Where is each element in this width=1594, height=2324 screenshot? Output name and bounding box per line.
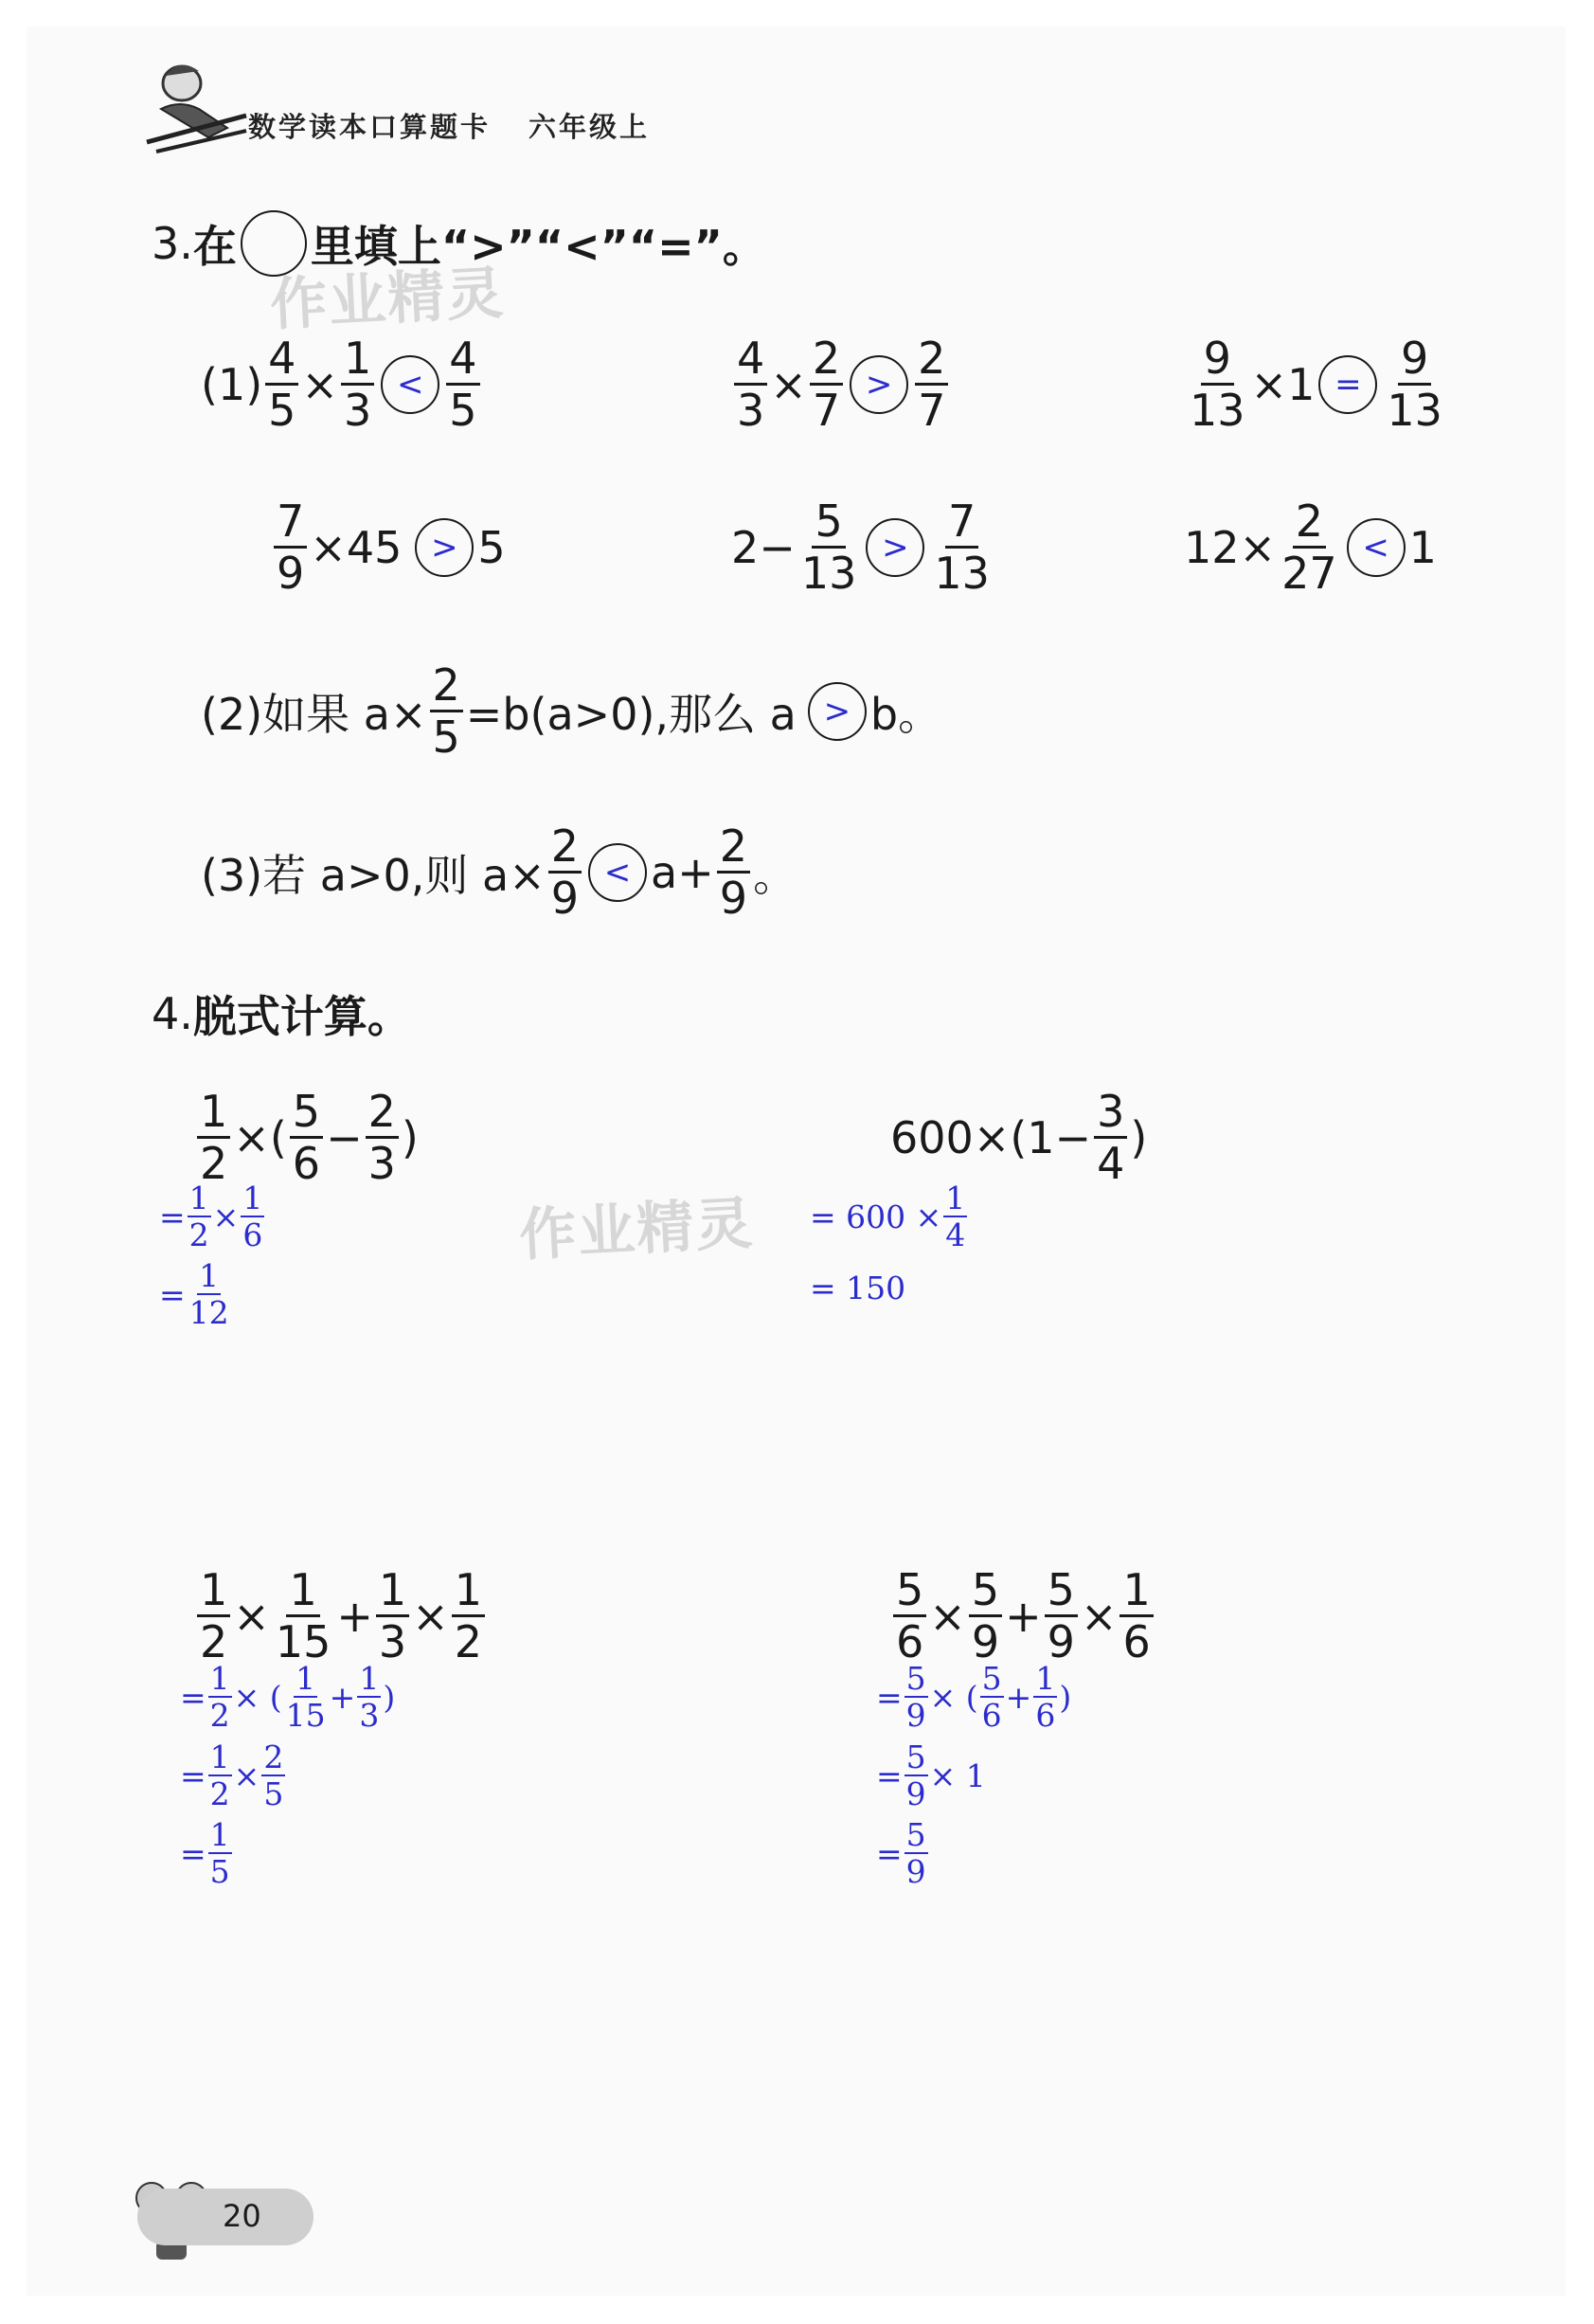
numerator: 4: [446, 336, 479, 386]
expression-text: ×: [929, 1590, 966, 1642]
denominator: 15: [285, 1697, 326, 1734]
numerator: 5: [905, 1660, 926, 1697]
fraction: [969, 1564, 1002, 1667]
operator: ×: [770, 358, 807, 410]
denominator: 9: [905, 1697, 926, 1734]
denominator: 3: [367, 1138, 396, 1189]
numerator: 5: [893, 1568, 926, 1617]
q4-expr4-step1: [876, 1660, 1072, 1734]
mascot-skier-icon: [142, 57, 251, 161]
page-number: 20: [223, 2198, 261, 2234]
expression-text: ×: [1080, 1590, 1118, 1642]
q4-expr2: [890, 1086, 1148, 1189]
expression-text: +: [1005, 1590, 1042, 1642]
denominator: 9: [277, 548, 305, 599]
numerator: 1: [197, 1568, 230, 1617]
q4-expr2-step1: [810, 1182, 969, 1251]
expression-text: ): [383, 1678, 396, 1716]
fraction: [1094, 1086, 1127, 1189]
fraction: [430, 659, 463, 763]
q4-expr4-step3: [876, 1816, 930, 1890]
numerator: 2: [810, 336, 843, 386]
fraction: [261, 1738, 285, 1812]
fraction: [904, 1660, 928, 1734]
q3-r1-item3: [1184, 333, 1448, 436]
fraction: [915, 333, 948, 436]
fraction: [188, 1257, 231, 1331]
expression-text: a+: [651, 846, 714, 898]
expression-text: +: [329, 1678, 356, 1716]
q3-title-part2: 里填上“>”“<”“=”。: [310, 221, 766, 272]
fraction: [197, 1564, 230, 1667]
fraction: [1384, 333, 1445, 436]
fraction: [1279, 495, 1340, 599]
numerator: 7: [945, 499, 978, 549]
denominator: 3: [359, 1697, 380, 1734]
fraction: [717, 820, 750, 924]
denominator: 9: [550, 873, 580, 924]
fraction: [290, 1086, 323, 1189]
numerator: 1: [296, 1660, 316, 1697]
fraction: [980, 1660, 1004, 1734]
denominator: 6: [1035, 1697, 1056, 1734]
q4-expr3-step1: [180, 1660, 396, 1734]
answer-circle: >: [415, 518, 474, 577]
fraction: [931, 495, 993, 599]
fraction: [1045, 1564, 1078, 1667]
expression-text: (3)若 a>0,则 a×: [201, 849, 546, 901]
numerator: 1: [197, 1090, 230, 1139]
numerator: 1: [945, 1180, 966, 1216]
answer-circle: >: [850, 355, 908, 414]
expression-text: =: [876, 1678, 903, 1716]
expression-text: =: [876, 1757, 903, 1794]
expression-text: (2)如果 a×: [201, 688, 427, 740]
fraction: [943, 1182, 967, 1251]
numerator: 4: [265, 336, 298, 386]
expression-text: × 1: [929, 1757, 986, 1794]
q4-expr1-step2: [159, 1257, 233, 1331]
numerator: 9: [1201, 336, 1234, 386]
fraction: [1187, 333, 1248, 436]
fraction: [274, 495, 307, 599]
expression-text: =: [180, 1757, 206, 1794]
fraction: [734, 333, 767, 436]
expression-text: −: [326, 1111, 363, 1163]
q4-title: [152, 982, 411, 1045]
numerator: 2: [915, 336, 948, 386]
q4-expr4-step2: [876, 1738, 986, 1812]
denominator: 2: [209, 1775, 230, 1812]
numerator: 5: [981, 1660, 1002, 1697]
expression-text: 。: [753, 849, 797, 901]
denominator: 2: [200, 1138, 228, 1189]
denominator: 6: [242, 1216, 263, 1253]
denominator: 6: [896, 1616, 924, 1667]
fraction: [893, 1564, 926, 1667]
expression-text: × (: [929, 1678, 978, 1716]
q3-title-part1: 在: [192, 221, 237, 272]
numerator: 5: [290, 1090, 323, 1139]
expression-text: ): [401, 1111, 419, 1163]
expression-text: ×(: [233, 1111, 287, 1163]
denominator: 3: [737, 385, 765, 436]
expression-text: +: [1005, 1678, 1032, 1716]
denominator: 2: [209, 1697, 230, 1734]
expression-text: =: [180, 1678, 206, 1716]
fraction: [798, 495, 860, 599]
fraction: [284, 1660, 328, 1734]
numerator: 5: [905, 1738, 926, 1775]
q4-expr2-step2: = 150: [810, 1270, 906, 1306]
expression-text: b。: [869, 688, 942, 740]
numerator: 5: [812, 499, 845, 549]
fraction: [548, 820, 582, 924]
answer-circle: >: [866, 518, 924, 577]
denominator: 5: [263, 1775, 284, 1812]
expression-text: =b(a>0),那么 a: [465, 688, 797, 740]
numerator: 2: [430, 663, 463, 712]
fraction: [208, 1738, 232, 1812]
numerator: 2: [366, 1090, 399, 1139]
fraction: [810, 333, 843, 436]
denominator: 5: [449, 385, 477, 436]
numerator: 1: [452, 1568, 485, 1617]
fraction: [904, 1738, 928, 1812]
denominator: 9: [905, 1775, 926, 1812]
expression-text: 12×: [1184, 521, 1277, 573]
q3-part3: [201, 820, 797, 924]
numerator: 5: [969, 1568, 1002, 1617]
denominator: 9: [1047, 1616, 1075, 1667]
fraction: [341, 333, 374, 436]
fraction: [1033, 1660, 1057, 1734]
fraction: [208, 1660, 232, 1734]
denominator: 2: [188, 1216, 209, 1253]
answer-circle: <: [588, 843, 647, 902]
denominator: 6: [292, 1138, 321, 1189]
expression-text: =: [159, 1198, 186, 1235]
number: 1: [1287, 358, 1316, 410]
numerator: 5: [905, 1816, 926, 1853]
numerator: 1: [341, 336, 374, 386]
q4-expr4: [890, 1564, 1156, 1667]
numerator: 1: [376, 1568, 409, 1617]
denominator: 5: [209, 1853, 230, 1890]
numerator: 5: [1045, 1568, 1078, 1617]
denominator: 12: [188, 1294, 229, 1331]
numerator: 1: [199, 1257, 220, 1294]
q3-r2-item1: [271, 495, 506, 599]
expression-text: ×: [412, 1590, 449, 1642]
denominator: 15: [275, 1616, 331, 1667]
numerator: 1: [209, 1660, 230, 1697]
denominator: 7: [918, 385, 946, 436]
answer-circle: >: [808, 682, 867, 741]
denominator: 6: [1122, 1616, 1151, 1667]
expression-text: × (: [233, 1678, 282, 1716]
q4-expr3-step3: [180, 1816, 234, 1890]
answer-circle: =: [1318, 355, 1377, 414]
q4-expr1: [194, 1086, 419, 1189]
q3-r2-item3: [1184, 495, 1437, 599]
fraction: [1119, 1564, 1153, 1667]
expression-text: ×45: [310, 521, 403, 573]
number: 5: [477, 521, 506, 573]
numerator: 7: [274, 499, 307, 549]
numerator: 2: [717, 824, 750, 874]
expression-text: =: [180, 1834, 206, 1872]
answer-circle: <: [381, 355, 439, 414]
q4-expr3: [194, 1564, 488, 1667]
answer-circle: <: [1347, 518, 1406, 577]
operator: ×: [1250, 358, 1288, 410]
q3-part2: [201, 659, 942, 763]
watermark: 作业精灵: [517, 1190, 756, 1270]
expression-text: 2−: [731, 521, 796, 573]
q3-part-label: (1): [201, 358, 263, 410]
numerator: 1: [1035, 1660, 1056, 1697]
q4-number: 4.: [152, 988, 193, 1039]
q4-expr3-step2: [180, 1738, 287, 1812]
fraction: [197, 1086, 230, 1189]
fraction: [452, 1564, 485, 1667]
numerator: 1: [209, 1738, 230, 1775]
denominator: 4: [1097, 1138, 1125, 1189]
denominator: 13: [1387, 385, 1442, 436]
fraction: [366, 1086, 399, 1189]
q4-expr1-step1: [159, 1182, 266, 1251]
expression-text: =: [876, 1834, 903, 1872]
page-number-badge: [137, 2189, 313, 2245]
denominator: 3: [378, 1616, 407, 1667]
expression-text: 600×(1−: [890, 1111, 1092, 1163]
numerator: 2: [1293, 499, 1326, 549]
denominator: 13: [1190, 385, 1245, 436]
header-title: [248, 106, 650, 145]
fraction: [265, 333, 298, 436]
numerator: 1: [209, 1816, 230, 1853]
numerator: 1: [242, 1180, 263, 1216]
header-grade: 六年级上: [528, 111, 651, 143]
denominator: 2: [200, 1616, 228, 1667]
fraction: [241, 1182, 264, 1251]
q3-r1-item2: [731, 333, 951, 436]
q3-r1-item1: [201, 333, 483, 436]
denominator: 27: [1281, 548, 1337, 599]
expression-text: =: [159, 1275, 186, 1313]
fraction: [446, 333, 479, 436]
denominator: 9: [719, 873, 748, 924]
numerator: 2: [548, 824, 582, 874]
q3-number: 3.: [152, 218, 193, 269]
fraction: [357, 1660, 381, 1734]
expression-text: ×: [212, 1198, 240, 1235]
numerator: 9: [1398, 336, 1431, 386]
denominator: 9: [905, 1853, 926, 1890]
fraction: [273, 1564, 334, 1667]
watermark: 作业精灵: [268, 260, 507, 339]
denominator: 4: [945, 1216, 966, 1253]
fraction: [188, 1182, 211, 1251]
numerator: 1: [359, 1660, 380, 1697]
number: 1: [1408, 521, 1437, 573]
denominator: 3: [344, 385, 372, 436]
denominator: 6: [981, 1697, 1002, 1734]
numerator: 1: [188, 1180, 209, 1216]
numerator: 1: [286, 1568, 319, 1617]
expression-text: ×: [233, 1757, 260, 1794]
denominator: 2: [454, 1616, 483, 1667]
numerator: 3: [1094, 1090, 1127, 1139]
q3-r2-item2: [731, 495, 995, 599]
fraction: [208, 1816, 232, 1890]
denominator: 5: [432, 712, 460, 763]
numerator: 2: [263, 1738, 284, 1775]
denominator: 13: [934, 548, 990, 599]
numerator: 1: [1119, 1568, 1153, 1617]
expression-text: ): [1130, 1111, 1148, 1163]
expression-text: ×: [233, 1590, 270, 1642]
expression-text: ): [1059, 1678, 1072, 1716]
q4-title-text: 脱式计算。: [192, 991, 411, 1042]
denominator: 9: [971, 1616, 1000, 1667]
fraction: [376, 1564, 409, 1667]
numerator: 4: [734, 336, 767, 386]
denominator: 5: [268, 385, 296, 436]
fraction: [904, 1816, 928, 1890]
denominator: 7: [812, 385, 841, 436]
header-book-title: 数学读本口算题卡: [248, 111, 492, 143]
expression-text: = 600 ×: [810, 1198, 942, 1235]
operator: ×: [301, 358, 338, 410]
denominator: 13: [800, 548, 857, 599]
expression-text: +: [336, 1590, 373, 1642]
